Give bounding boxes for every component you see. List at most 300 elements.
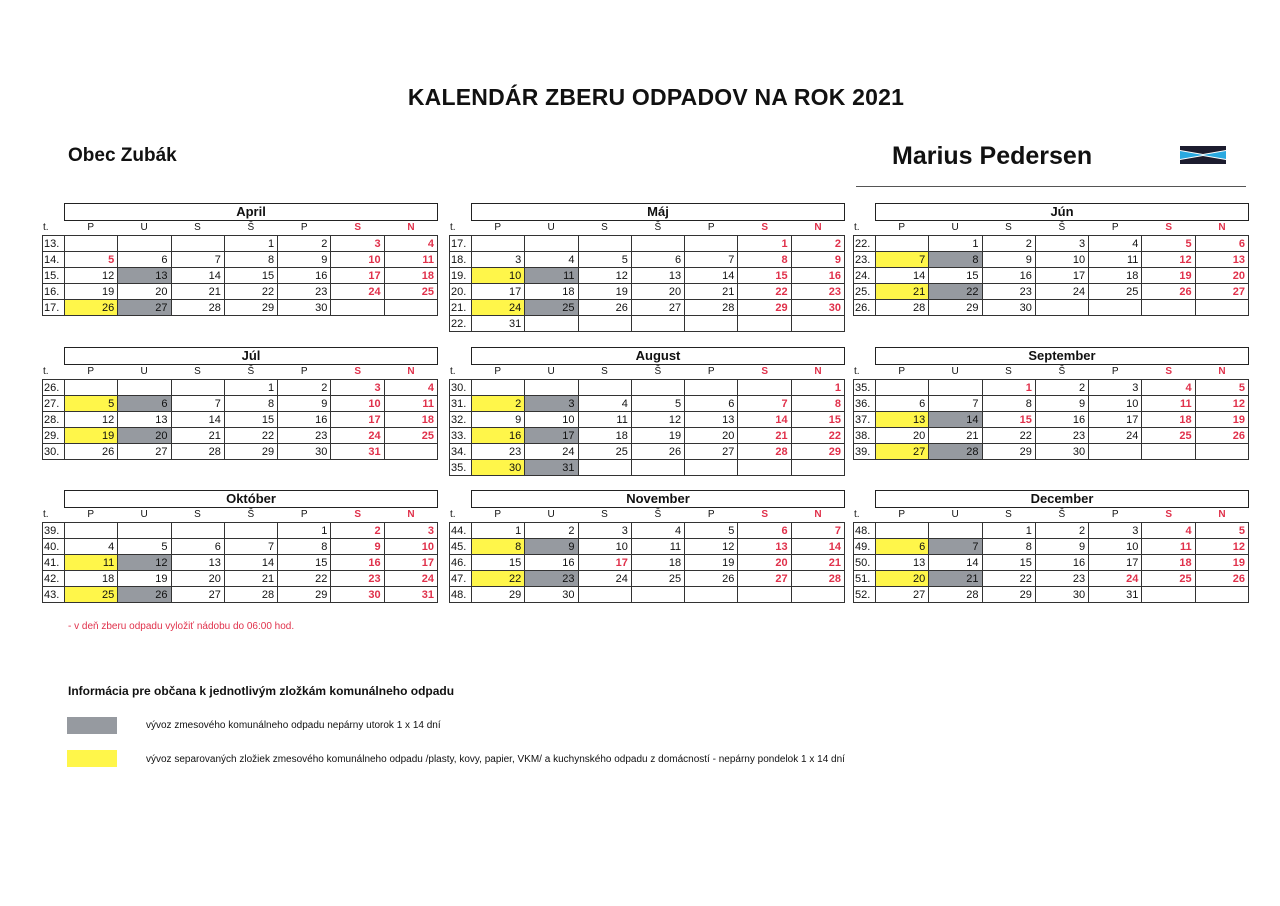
day-cell: 3 bbox=[578, 523, 631, 539]
week-row bbox=[43, 571, 438, 587]
day-cell: 4 bbox=[525, 252, 578, 268]
day-cell: 10 bbox=[578, 539, 631, 555]
weekday-header bbox=[449, 221, 845, 235]
day-cell: 18 bbox=[1089, 268, 1142, 284]
day-cell bbox=[471, 236, 524, 252]
day-cell: 19 bbox=[685, 555, 738, 571]
day-cell bbox=[631, 380, 684, 396]
month-title: Október bbox=[64, 490, 438, 508]
day-cell: 25 bbox=[384, 428, 437, 444]
week-number: 30. bbox=[43, 444, 65, 460]
day-cell: 5 bbox=[578, 252, 631, 268]
day-cell: 25 bbox=[64, 587, 117, 603]
day-cell: 15 bbox=[224, 412, 277, 428]
weekday-label: N bbox=[407, 509, 415, 520]
week-row bbox=[450, 316, 845, 332]
weekday-label: S bbox=[194, 509, 201, 520]
weekday-label: Š bbox=[1058, 366, 1066, 377]
day-cell: 5 bbox=[64, 396, 117, 412]
calendar-grid bbox=[449, 379, 845, 476]
day-cell: 11 bbox=[384, 396, 437, 412]
day-cell bbox=[631, 236, 684, 252]
day-cell bbox=[578, 236, 631, 252]
day-cell: 14 bbox=[875, 268, 928, 284]
calendar-grid bbox=[42, 235, 438, 316]
day-cell: 6 bbox=[1195, 236, 1248, 252]
week-row bbox=[43, 412, 438, 428]
day-cell: 23 bbox=[471, 444, 524, 460]
day-cell: 7 bbox=[929, 396, 982, 412]
week-row bbox=[43, 236, 438, 252]
week-row bbox=[854, 284, 1249, 300]
day-cell: 5 bbox=[1142, 236, 1195, 252]
weekday-label: S bbox=[761, 366, 768, 377]
day-cell: 3 bbox=[1089, 523, 1142, 539]
week-number: 31. bbox=[450, 396, 472, 412]
day-cell: 1 bbox=[982, 380, 1035, 396]
day-cell: 22 bbox=[471, 571, 524, 587]
day-cell: 28 bbox=[875, 300, 928, 316]
day-cell bbox=[171, 380, 224, 396]
day-cell: 16 bbox=[278, 412, 331, 428]
day-cell: 9 bbox=[278, 396, 331, 412]
day-cell: 19 bbox=[578, 284, 631, 300]
week-row bbox=[854, 412, 1249, 428]
day-cell: 17 bbox=[1089, 555, 1142, 571]
weekday-label: S bbox=[1165, 366, 1172, 377]
day-cell: 8 bbox=[224, 396, 277, 412]
day-cell: 27 bbox=[685, 444, 738, 460]
day-cell: 1 bbox=[224, 380, 277, 396]
day-cell: 6 bbox=[171, 539, 224, 555]
weekday-label: N bbox=[407, 222, 415, 233]
weekday-label: U bbox=[547, 366, 555, 377]
day-cell: 21 bbox=[738, 428, 791, 444]
weekday-label: P bbox=[300, 366, 308, 377]
day-cell bbox=[1142, 300, 1195, 316]
day-cell: 10 bbox=[1089, 396, 1142, 412]
week-number: 48. bbox=[854, 523, 876, 539]
week-row bbox=[854, 268, 1249, 284]
day-cell: 3 bbox=[471, 252, 524, 268]
week-number: 46. bbox=[450, 555, 472, 571]
week-row bbox=[450, 571, 845, 587]
day-cell: 20 bbox=[631, 284, 684, 300]
weekday-label: P bbox=[707, 222, 715, 233]
week-row bbox=[854, 523, 1249, 539]
week-number: 26. bbox=[854, 300, 876, 316]
day-cell: 11 bbox=[384, 252, 437, 268]
day-cell: 27 bbox=[118, 444, 171, 460]
day-cell: 26 bbox=[64, 444, 117, 460]
day-cell bbox=[738, 460, 791, 476]
day-cell: 6 bbox=[631, 252, 684, 268]
day-cell: 16 bbox=[331, 555, 384, 571]
day-cell bbox=[64, 380, 117, 396]
day-cell: 19 bbox=[64, 284, 117, 300]
day-cell: 23 bbox=[1035, 571, 1088, 587]
weekday-label: P bbox=[707, 366, 715, 377]
calendar-grid bbox=[42, 379, 438, 460]
week-row bbox=[450, 539, 845, 555]
day-cell: 13 bbox=[631, 268, 684, 284]
weekday-header bbox=[42, 508, 438, 522]
weekday-label: P bbox=[300, 222, 308, 233]
month-jul bbox=[42, 347, 438, 460]
day-cell: 7 bbox=[738, 396, 791, 412]
week-number: 52. bbox=[854, 587, 876, 603]
day-cell: 9 bbox=[1035, 539, 1088, 555]
day-cell: 22 bbox=[982, 571, 1035, 587]
day-cell: 12 bbox=[1195, 396, 1248, 412]
day-cell: 23 bbox=[1035, 428, 1088, 444]
day-cell: 12 bbox=[1195, 539, 1248, 555]
day-cell: 13 bbox=[1195, 252, 1248, 268]
village-name: Obec Zubák bbox=[68, 145, 177, 166]
day-cell: 21 bbox=[171, 428, 224, 444]
day-cell: 9 bbox=[791, 252, 844, 268]
calendar-grid bbox=[449, 522, 845, 603]
day-cell bbox=[578, 587, 631, 603]
week-row bbox=[450, 284, 845, 300]
month-oktober bbox=[42, 490, 438, 603]
week-number: 47. bbox=[450, 571, 472, 587]
week-number: 45. bbox=[450, 539, 472, 555]
day-cell: 20 bbox=[738, 555, 791, 571]
weekday-label: P bbox=[494, 509, 502, 520]
day-cell bbox=[1142, 444, 1195, 460]
day-cell: 2 bbox=[331, 523, 384, 539]
weekday-label: N bbox=[1218, 509, 1226, 520]
day-cell: 3 bbox=[525, 396, 578, 412]
week-number: 36. bbox=[854, 396, 876, 412]
day-cell: 3 bbox=[1089, 380, 1142, 396]
day-cell: 10 bbox=[471, 268, 524, 284]
day-cell: 4 bbox=[1089, 236, 1142, 252]
day-cell: 29 bbox=[224, 300, 277, 316]
day-cell: 1 bbox=[738, 236, 791, 252]
weekday-label: S bbox=[761, 222, 768, 233]
day-cell: 2 bbox=[1035, 380, 1088, 396]
day-cell: 17 bbox=[471, 284, 524, 300]
day-cell: 30 bbox=[1035, 587, 1088, 603]
day-cell bbox=[331, 300, 384, 316]
day-cell: 25 bbox=[578, 444, 631, 460]
day-cell: 2 bbox=[1035, 523, 1088, 539]
weekday-label: P bbox=[494, 222, 502, 233]
day-cell: 21 bbox=[875, 284, 928, 300]
day-cell: 28 bbox=[685, 300, 738, 316]
day-cell bbox=[525, 236, 578, 252]
day-cell bbox=[875, 523, 928, 539]
day-cell: 3 bbox=[331, 380, 384, 396]
weekday-label: P bbox=[1111, 509, 1119, 520]
day-cell: 25 bbox=[1142, 428, 1195, 444]
day-cell: 16 bbox=[791, 268, 844, 284]
week-row bbox=[854, 539, 1249, 555]
day-cell: 25 bbox=[525, 300, 578, 316]
day-cell: 29 bbox=[982, 587, 1035, 603]
week-number: 22. bbox=[450, 316, 472, 332]
week-row bbox=[450, 396, 845, 412]
week-row bbox=[854, 571, 1249, 587]
weekday-label: S bbox=[194, 366, 201, 377]
day-cell: 17 bbox=[384, 555, 437, 571]
day-cell: 17 bbox=[1035, 268, 1088, 284]
day-cell: 21 bbox=[171, 284, 224, 300]
day-cell: 23 bbox=[525, 571, 578, 587]
day-cell: 16 bbox=[471, 428, 524, 444]
day-cell: 7 bbox=[171, 252, 224, 268]
day-cell bbox=[578, 380, 631, 396]
day-cell: 6 bbox=[118, 396, 171, 412]
day-cell bbox=[791, 587, 844, 603]
day-cell: 2 bbox=[982, 236, 1035, 252]
day-cell: 9 bbox=[1035, 396, 1088, 412]
day-cell: 23 bbox=[278, 284, 331, 300]
month-april bbox=[42, 203, 438, 316]
day-cell bbox=[791, 316, 844, 332]
weekday-label: t. bbox=[450, 366, 456, 377]
weekday-label: t. bbox=[450, 222, 456, 233]
week-number: 27. bbox=[43, 396, 65, 412]
legend-gray-text: vývoz zmesového komunálneho odpadu nepárny utorok 1 x 14 dní bbox=[146, 720, 441, 731]
week-number: 19. bbox=[450, 268, 472, 284]
day-cell: 14 bbox=[791, 539, 844, 555]
week-number: 39. bbox=[854, 444, 876, 460]
month-december bbox=[853, 490, 1249, 603]
weekday-label: P bbox=[300, 509, 308, 520]
day-cell bbox=[1089, 444, 1142, 460]
month-maj bbox=[449, 203, 845, 332]
day-cell: 27 bbox=[631, 300, 684, 316]
day-cell: 15 bbox=[224, 268, 277, 284]
day-cell: 3 bbox=[331, 236, 384, 252]
day-cell: 22 bbox=[224, 284, 277, 300]
week-row bbox=[43, 380, 438, 396]
day-cell: 18 bbox=[1142, 412, 1195, 428]
week-number: 25. bbox=[854, 284, 876, 300]
month-title: September bbox=[875, 347, 1249, 365]
day-cell: 30 bbox=[278, 444, 331, 460]
day-cell bbox=[685, 587, 738, 603]
week-row bbox=[450, 555, 845, 571]
week-row bbox=[854, 300, 1249, 316]
week-row bbox=[43, 428, 438, 444]
week-row bbox=[43, 300, 438, 316]
day-cell bbox=[685, 380, 738, 396]
day-cell: 26 bbox=[64, 300, 117, 316]
day-cell: 9 bbox=[525, 539, 578, 555]
day-cell: 16 bbox=[525, 555, 578, 571]
day-cell: 13 bbox=[118, 412, 171, 428]
day-cell bbox=[685, 236, 738, 252]
week-number: 39. bbox=[43, 523, 65, 539]
weekday-label: S bbox=[1165, 509, 1172, 520]
day-cell bbox=[171, 523, 224, 539]
day-cell: 12 bbox=[578, 268, 631, 284]
day-cell: 18 bbox=[384, 412, 437, 428]
day-cell: 24 bbox=[1089, 428, 1142, 444]
weekday-label: P bbox=[707, 509, 715, 520]
day-cell: 3 bbox=[1035, 236, 1088, 252]
week-number: 40. bbox=[43, 539, 65, 555]
day-cell: 19 bbox=[64, 428, 117, 444]
legend-gray-swatch bbox=[67, 717, 117, 734]
week-number: 51. bbox=[854, 571, 876, 587]
weekday-label: P bbox=[898, 509, 906, 520]
day-cell: 28 bbox=[224, 587, 277, 603]
day-cell bbox=[738, 587, 791, 603]
week-row bbox=[450, 268, 845, 284]
week-number: 24. bbox=[854, 268, 876, 284]
weekday-label: P bbox=[1111, 222, 1119, 233]
day-cell: 13 bbox=[875, 555, 928, 571]
day-cell bbox=[224, 523, 277, 539]
weekday-label: U bbox=[140, 509, 148, 520]
day-cell: 19 bbox=[1142, 268, 1195, 284]
weekday-label: P bbox=[1111, 366, 1119, 377]
day-cell: 18 bbox=[631, 555, 684, 571]
day-cell: 22 bbox=[278, 571, 331, 587]
day-cell: 8 bbox=[929, 252, 982, 268]
week-number: 43. bbox=[43, 587, 65, 603]
week-row bbox=[43, 587, 438, 603]
day-cell: 9 bbox=[471, 412, 524, 428]
day-cell: 13 bbox=[685, 412, 738, 428]
legend-yellow-text: vývoz separovaných zložiek zmesového komunálneho odpadu /plasty, kovy, papier, VKM/ a kuchynského odpadu z domácností - nepárny pondelok 1 x 14 dní bbox=[146, 754, 845, 765]
day-cell: 20 bbox=[685, 428, 738, 444]
month-title: November bbox=[471, 490, 845, 508]
day-cell: 11 bbox=[578, 412, 631, 428]
month-jun bbox=[853, 203, 1249, 316]
day-cell: 19 bbox=[1195, 412, 1248, 428]
day-cell bbox=[578, 460, 631, 476]
day-cell: 1 bbox=[278, 523, 331, 539]
day-cell: 5 bbox=[685, 523, 738, 539]
weekday-label: P bbox=[898, 222, 906, 233]
day-cell: 4 bbox=[384, 236, 437, 252]
week-row bbox=[450, 523, 845, 539]
day-cell: 29 bbox=[278, 587, 331, 603]
day-cell: 4 bbox=[1142, 380, 1195, 396]
week-number: 32. bbox=[450, 412, 472, 428]
day-cell bbox=[578, 316, 631, 332]
day-cell: 22 bbox=[929, 284, 982, 300]
week-number: 26. bbox=[43, 380, 65, 396]
day-cell: 8 bbox=[278, 539, 331, 555]
day-cell: 12 bbox=[64, 412, 117, 428]
day-cell: 28 bbox=[738, 444, 791, 460]
weekday-header bbox=[853, 365, 1249, 379]
week-number: 14. bbox=[43, 252, 65, 268]
day-cell bbox=[1089, 300, 1142, 316]
day-cell: 14 bbox=[224, 555, 277, 571]
day-cell: 27 bbox=[738, 571, 791, 587]
day-cell: 6 bbox=[875, 396, 928, 412]
day-cell: 19 bbox=[631, 428, 684, 444]
day-cell: 31 bbox=[1089, 587, 1142, 603]
day-cell: 14 bbox=[685, 268, 738, 284]
day-cell: 31 bbox=[384, 587, 437, 603]
legend-yellow-swatch bbox=[67, 750, 117, 767]
day-cell: 24 bbox=[525, 444, 578, 460]
weekday-label: U bbox=[140, 222, 148, 233]
day-cell: 21 bbox=[224, 571, 277, 587]
day-cell: 27 bbox=[875, 587, 928, 603]
day-cell: 14 bbox=[738, 412, 791, 428]
day-cell: 17 bbox=[331, 412, 384, 428]
month-august bbox=[449, 347, 845, 476]
day-cell bbox=[685, 460, 738, 476]
month-title: December bbox=[875, 490, 1249, 508]
day-cell bbox=[875, 236, 928, 252]
day-cell: 6 bbox=[118, 252, 171, 268]
company-logo-icon bbox=[1180, 145, 1226, 165]
day-cell: 16 bbox=[1035, 412, 1088, 428]
day-cell bbox=[525, 316, 578, 332]
day-cell: 11 bbox=[64, 555, 117, 571]
day-cell: 30 bbox=[278, 300, 331, 316]
week-row bbox=[450, 380, 845, 396]
day-cell: 22 bbox=[224, 428, 277, 444]
month-title: August bbox=[471, 347, 845, 365]
week-row bbox=[43, 539, 438, 555]
day-cell: 24 bbox=[331, 284, 384, 300]
day-cell: 22 bbox=[982, 428, 1035, 444]
day-cell: 1 bbox=[471, 523, 524, 539]
week-row bbox=[450, 236, 845, 252]
weekday-label: U bbox=[951, 222, 959, 233]
day-cell: 20 bbox=[171, 571, 224, 587]
weekday-label: S bbox=[194, 222, 201, 233]
month-title: April bbox=[64, 203, 438, 221]
day-cell: 7 bbox=[685, 252, 738, 268]
weekday-label: Š bbox=[1058, 509, 1066, 520]
day-cell: 9 bbox=[331, 539, 384, 555]
weekday-label: N bbox=[407, 366, 415, 377]
weekday-label: U bbox=[951, 509, 959, 520]
day-cell: 24 bbox=[1035, 284, 1088, 300]
weekday-label: S bbox=[601, 222, 608, 233]
day-cell: 6 bbox=[738, 523, 791, 539]
week-number: 37. bbox=[854, 412, 876, 428]
day-cell bbox=[875, 380, 928, 396]
week-row bbox=[450, 428, 845, 444]
day-cell bbox=[1035, 300, 1088, 316]
day-cell: 17 bbox=[525, 428, 578, 444]
weekday-label: N bbox=[1218, 366, 1226, 377]
day-cell: 30 bbox=[471, 460, 524, 476]
week-number: 28. bbox=[43, 412, 65, 428]
day-cell: 10 bbox=[331, 396, 384, 412]
day-cell: 22 bbox=[791, 428, 844, 444]
week-row bbox=[43, 284, 438, 300]
day-cell: 26 bbox=[578, 300, 631, 316]
day-cell: 4 bbox=[578, 396, 631, 412]
day-cell: 14 bbox=[171, 268, 224, 284]
day-cell bbox=[1195, 300, 1248, 316]
weekday-label: U bbox=[547, 222, 555, 233]
company-name: Marius Pedersen bbox=[892, 142, 1093, 170]
day-cell: 29 bbox=[929, 300, 982, 316]
day-cell: 1 bbox=[224, 236, 277, 252]
week-number: 41. bbox=[43, 555, 65, 571]
day-cell: 24 bbox=[1089, 571, 1142, 587]
week-number: 17. bbox=[43, 300, 65, 316]
day-cell: 2 bbox=[791, 236, 844, 252]
day-cell: 18 bbox=[578, 428, 631, 444]
